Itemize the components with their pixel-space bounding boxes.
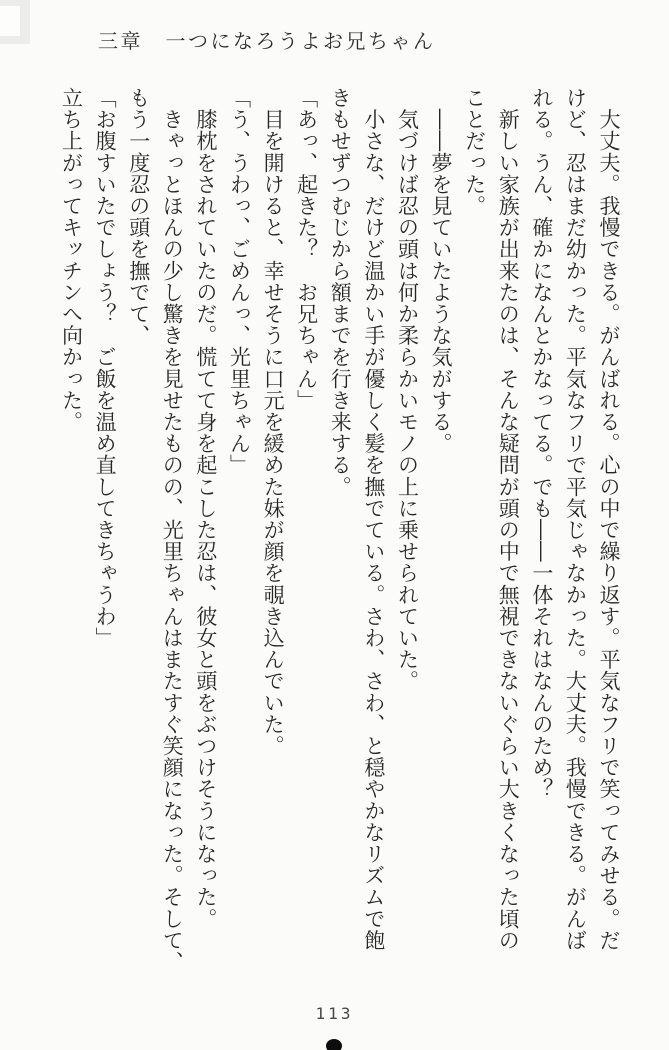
text-column: 「あっ、起きた？ お兄ちゃん」 bbox=[294, 87, 319, 411]
text-column: 立ち上がってキッチンへ向かった。 bbox=[59, 87, 84, 433]
text-column: もう一度忍の頭を撫でて、 bbox=[126, 87, 151, 347]
text-column: 「お腹すいたでしょう？ ご飯を温め直してきちゃうわ」 bbox=[93, 87, 118, 649]
text-column: 新しい家族が出来たのは、そんな疑問が頭の中で無視できないぐらい大きくなった頃の bbox=[496, 87, 521, 951]
text-column: 目を開けると、幸せそうに口元を緩めた妹が顔を覗き込んでいた。 bbox=[261, 87, 286, 757]
text-column: 気づけば忍の頭は何か柔らかいモノの上に乗せられていた。 bbox=[395, 87, 420, 692]
text-column: 膝枕をされていたのだ。慌てて身を起こした忍は、彼女と頭をぶつけそうになった。 bbox=[193, 87, 218, 930]
scan-artifact bbox=[0, 0, 30, 44]
text-column: きもせずつむじから額までを行き来する。 bbox=[328, 87, 353, 498]
text-column: ――夢を見ていたような気がする。 bbox=[429, 87, 454, 455]
page-number: 113 bbox=[315, 1004, 354, 1023]
text-column: 小さな、だけど温かい手が優しく髪を撫でている。さわ、さわ、と穏やかなリズムで飽 bbox=[361, 87, 386, 951]
body-text bbox=[54, 87, 625, 979]
text-column: けど、忍はまだ幼かった。平気なフリで平気じゃなかった。大丈夫。我慢できる。がんば bbox=[563, 87, 588, 951]
text-column: れる。うん、確かになんとかなってる。でも――一体それはなんのため？ bbox=[529, 87, 554, 800]
text-column: 大丈夫。我慢できる。がんばれる。心の中で繰り返す。平気なフリで笑ってみせる。だ bbox=[597, 87, 621, 951]
chapter-title: 三章 一つになろうよお兄ちゃん bbox=[98, 29, 436, 53]
text-column: ことだった。 bbox=[462, 87, 487, 217]
text-column: 「う、うわっ、ごめんっ、光里ちゃん」 bbox=[227, 87, 252, 476]
text-column: きゃっとほんの少し驚きを見せたものの、光里ちゃんはまたすぐ笑顔になった。そして、 bbox=[160, 87, 185, 973]
scan-artifact-inner bbox=[0, 6, 20, 36]
center-dot-ornament bbox=[326, 1039, 342, 1050]
